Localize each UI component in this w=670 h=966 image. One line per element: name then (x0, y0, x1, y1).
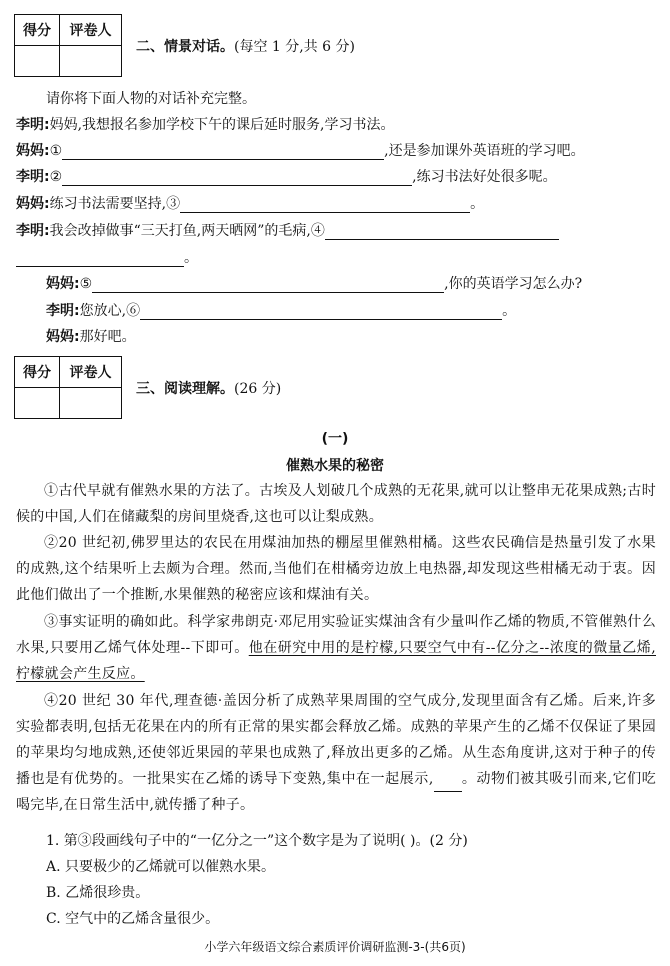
blank-mark: ⑥ (126, 303, 141, 319)
grader-label: 评卷人 (60, 357, 122, 388)
section3-note: (26 分) (234, 381, 282, 397)
passage-blank[interactable] (434, 777, 462, 792)
section3-heading (136, 378, 281, 398)
dialogue-line-5 (16, 220, 559, 240)
line-text: 妈妈,我想报名参加学校下午的课后延时服务,学习书法。 (49, 117, 395, 133)
line-after: ,还是参加课外英语班的学习吧。 (384, 143, 585, 159)
line-before: 我会改掉做事“三天打鱼,两天晒网”的毛病, (49, 223, 311, 239)
speaker: 妈妈: (16, 196, 50, 212)
grader-cell[interactable] (60, 46, 122, 77)
score-box-2 (14, 356, 122, 419)
score-cell[interactable] (15, 46, 60, 77)
section2-instruction: 请你将下面人物的对话补充完整。 (46, 91, 256, 107)
dialogue-line-6 (46, 273, 582, 293)
passage-paragraph-4 (16, 688, 656, 818)
paragraph-4-text: ④20 世纪 30 年代,理查德·盖因分析了成熟苹果周围的空气成分,发现里面含有乙烯。后来,许多实验都表明,包括无花果在内的所有正常的果实都会释放乙烯。成熟的苹果产生的乙烯不仅保证了果园的苹果均匀地成熟,还使邻近果园的苹果也成熟了,释放出更多的乙烯。从生态角度讲,这对于种子的传播也是有优势的。一批果实在乙烯的诱导下变熟,集中在一起展示, (16, 693, 656, 787)
blank-mark: ④ (310, 223, 325, 239)
answer-blank-3[interactable] (180, 198, 470, 213)
line-after: ,练习书法好处很多呢。 (412, 169, 557, 185)
option-c[interactable]: C. 空气中的乙烯含量很少。 (46, 911, 220, 927)
speaker: 妈妈: (16, 143, 50, 159)
dialogue-line-1 (16, 114, 395, 134)
speaker: 李明: (16, 169, 50, 185)
speaker: 妈妈: (46, 276, 80, 292)
answer-blank-5[interactable] (92, 278, 444, 293)
passage-title: 催熟水果的秘密 (286, 458, 384, 474)
line-after: 。 (184, 250, 198, 266)
dialogue-line-2 (16, 140, 585, 160)
part-label: (一) (321, 431, 349, 447)
speaker: 妈妈: (46, 329, 80, 345)
answer-blank-4b[interactable] (16, 252, 184, 267)
passage-paragraph-3 (16, 609, 656, 687)
line-after: 。 (502, 303, 517, 319)
score-box-1 (14, 14, 122, 77)
line-before: 练习书法需要坚持, (49, 196, 167, 212)
dialogue-line-7 (46, 300, 516, 320)
blank-mark: ③ (166, 196, 181, 212)
score-label: 得分 (15, 15, 60, 46)
section2-title: 二、情景对话。 (136, 39, 234, 55)
option-b[interactable]: B. 乙烯很珍贵。 (46, 885, 150, 901)
line-before: 您放心, (79, 303, 127, 319)
dialogue-line-8 (46, 326, 136, 346)
section3-title: 三、阅读理解。 (136, 381, 234, 397)
blank-mark: ⑤ (79, 276, 93, 292)
blank-mark: ② (49, 169, 63, 185)
paragraph-4-end: 。动物们被其吸引而来,它们吃喝完毕,在日常生活中,就传播了种子。 (16, 771, 656, 813)
question-1: 1. 第③段画线句子中的“一亿分之一”这个数字是为了说明( )。(2 分) (46, 833, 468, 849)
page-footer: 小学六年级语文综合素质评价调研监测-3-(共6页) (204, 940, 466, 954)
line-after: 。 (470, 196, 485, 212)
answer-blank-4a[interactable] (325, 225, 559, 240)
dialogue-line-5-cont (16, 247, 198, 267)
grader-cell[interactable] (60, 388, 122, 419)
passage-paragraph-1: ①古代早就有催熟水果的方法了。古埃及人划破几个成熟的无花果,就可以让整串无花果成熟;古时候的中国,人们在储藏梨的房间里烧香,这也可以让梨成熟。 (16, 483, 656, 525)
answer-blank-6[interactable] (140, 305, 502, 320)
score-cell[interactable] (15, 388, 60, 419)
blank-mark: ① (49, 143, 63, 159)
grader-label: 评卷人 (60, 15, 122, 46)
paragraph-3-text: ③事实证明的确如此。科学家弗朗克·邓尼用实验证实煤油含有少量叫作乙烯的物质,不管催熟什么水果,只要用乙烯气体处理--下即可。 (16, 614, 656, 656)
dialogue-line-3 (16, 166, 557, 186)
section2-note: (每空 1 分,共 6 分) (234, 39, 355, 55)
score-label: 得分 (15, 357, 60, 388)
speaker: 李明: (16, 117, 50, 133)
speaker: 李明: (16, 223, 50, 239)
line-after: ,你的英语学习怎么办? (444, 276, 583, 292)
passage-paragraph-2: ②20 世纪初,佛罗里达的农民在用煤油加热的棚屋里催熟柑橘。这些农民确信是热量引发了水果的成熟,这个结果听上去颇为合理。然而,当他们在柑橘旁边放上电热器,却发现这些柑橘无动于衷。因此他们做出了一个推断,水果催熟的秘密应该和煤油有关。 (16, 535, 656, 603)
speaker: 李明: (46, 303, 80, 319)
line-text: 那好吧。 (79, 329, 136, 345)
underlined-sentence: 他在研究中用的是柠檬,只要空气中有--亿分之--浓度的微量乙烯,柠檬就会产生反应。 (16, 640, 656, 682)
dialogue-line-4 (16, 193, 484, 213)
section2-heading (136, 36, 355, 56)
option-a[interactable]: A. 只要极少的乙烯就可以催熟水果。 (46, 859, 276, 875)
answer-blank-1[interactable] (62, 145, 384, 160)
answer-blank-2[interactable] (62, 171, 412, 186)
